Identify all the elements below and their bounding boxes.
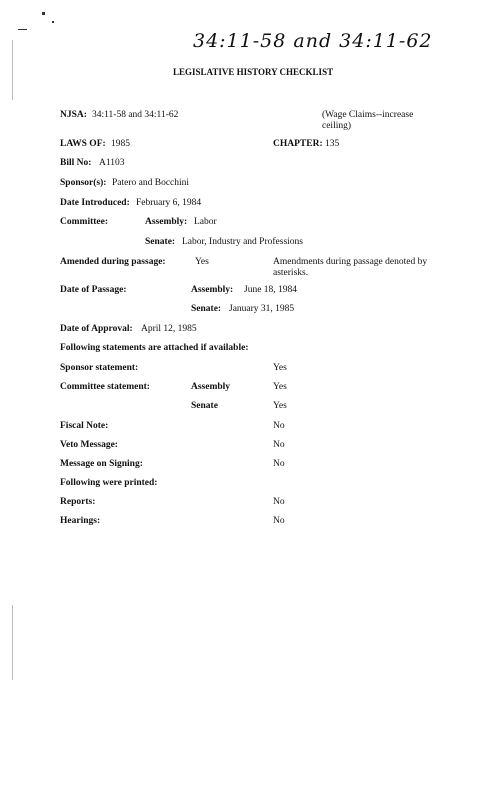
passage-assembly-value: June 18, 1984 [244,285,298,295]
printed-heading: Following were printed: [60,478,158,488]
scan-edge-line [12,40,13,100]
fiscal-note-value: No [273,421,285,431]
scan-mark [18,29,27,30]
reports-value: No [273,497,285,507]
sponsors-value: Patero and Bocchini [112,178,190,188]
committee-senate-value: Labor, Industry and Professions [182,237,303,247]
page-title: LEGISLATIVE HISTORY CHECKLIST [173,67,334,77]
committee-statement-senate-value: Yes [273,401,287,411]
reports-label: Reports: [60,497,96,507]
passage-assembly-label: Assembly: [191,285,234,295]
veto-message-label: Veto Message: [60,440,118,450]
committee-statement-label: Committee statement: [60,382,150,392]
subject-note: (Wage Claims--increase ceiling) [322,110,414,131]
bill-no-value: A1103 [99,158,125,168]
njsa-label: NJSA: [60,110,87,120]
committee-assembly-value: Labor [194,217,217,227]
scan-mark [52,21,54,23]
statements-heading: Following statements are attached if available: [60,343,249,353]
committee-statement-senate-label: Senate [191,401,218,411]
date-of-approval-value: April 12, 1985 [141,324,197,334]
laws-of-value: 1985 [111,139,130,149]
hearings-value: No [273,516,285,526]
chapter-label: CHAPTER: [273,139,323,149]
passage-senate-label: Senate: [191,304,222,314]
hearings-label: Hearings: [60,516,101,526]
laws-of-label: LAWS OF: [60,139,106,149]
message-on-signing-value: No [273,459,285,469]
committee-statement-assembly-value: Yes [273,382,287,392]
date-introduced-value: February 6, 1984 [136,198,202,208]
date-introduced-label: Date Introduced: [60,198,130,208]
committee-assembly-label: Assembly: [145,217,188,227]
amended-value: Yes [195,257,209,267]
sponsors-label: Sponsor(s): [60,178,107,188]
njsa-value: 34:11-58 and 34:11-62 [92,110,179,120]
date-of-passage-label: Date of Passage: [60,285,127,295]
date-of-approval-label: Date of Approval: [60,324,133,334]
amended-note: Amendments during passage denoted by asterisks. [273,257,428,278]
passage-senate-value: January 31, 1985 [229,304,295,314]
sponsor-statement-value: Yes [273,363,287,373]
committee-statement-assembly-label: Assembly [191,382,231,392]
committee-senate-label: Senate: [145,237,176,247]
message-on-signing-label: Message on Signing: [60,459,143,469]
fiscal-note-label: Fiscal Note: [60,421,109,431]
chapter-value: 135 [325,139,340,149]
committee-label: Committee: [60,217,109,227]
sponsor-statement-label: Sponsor statement: [60,363,139,373]
scan-edge-line [12,605,13,680]
veto-message-value: No [273,440,285,450]
bill-no-label: Bill No: [60,158,92,168]
amended-label: Amended during passage: [60,257,166,267]
handwritten-statute-header: 34:11-58 and 34:11-62 [193,30,433,52]
scan-mark [42,12,45,15]
